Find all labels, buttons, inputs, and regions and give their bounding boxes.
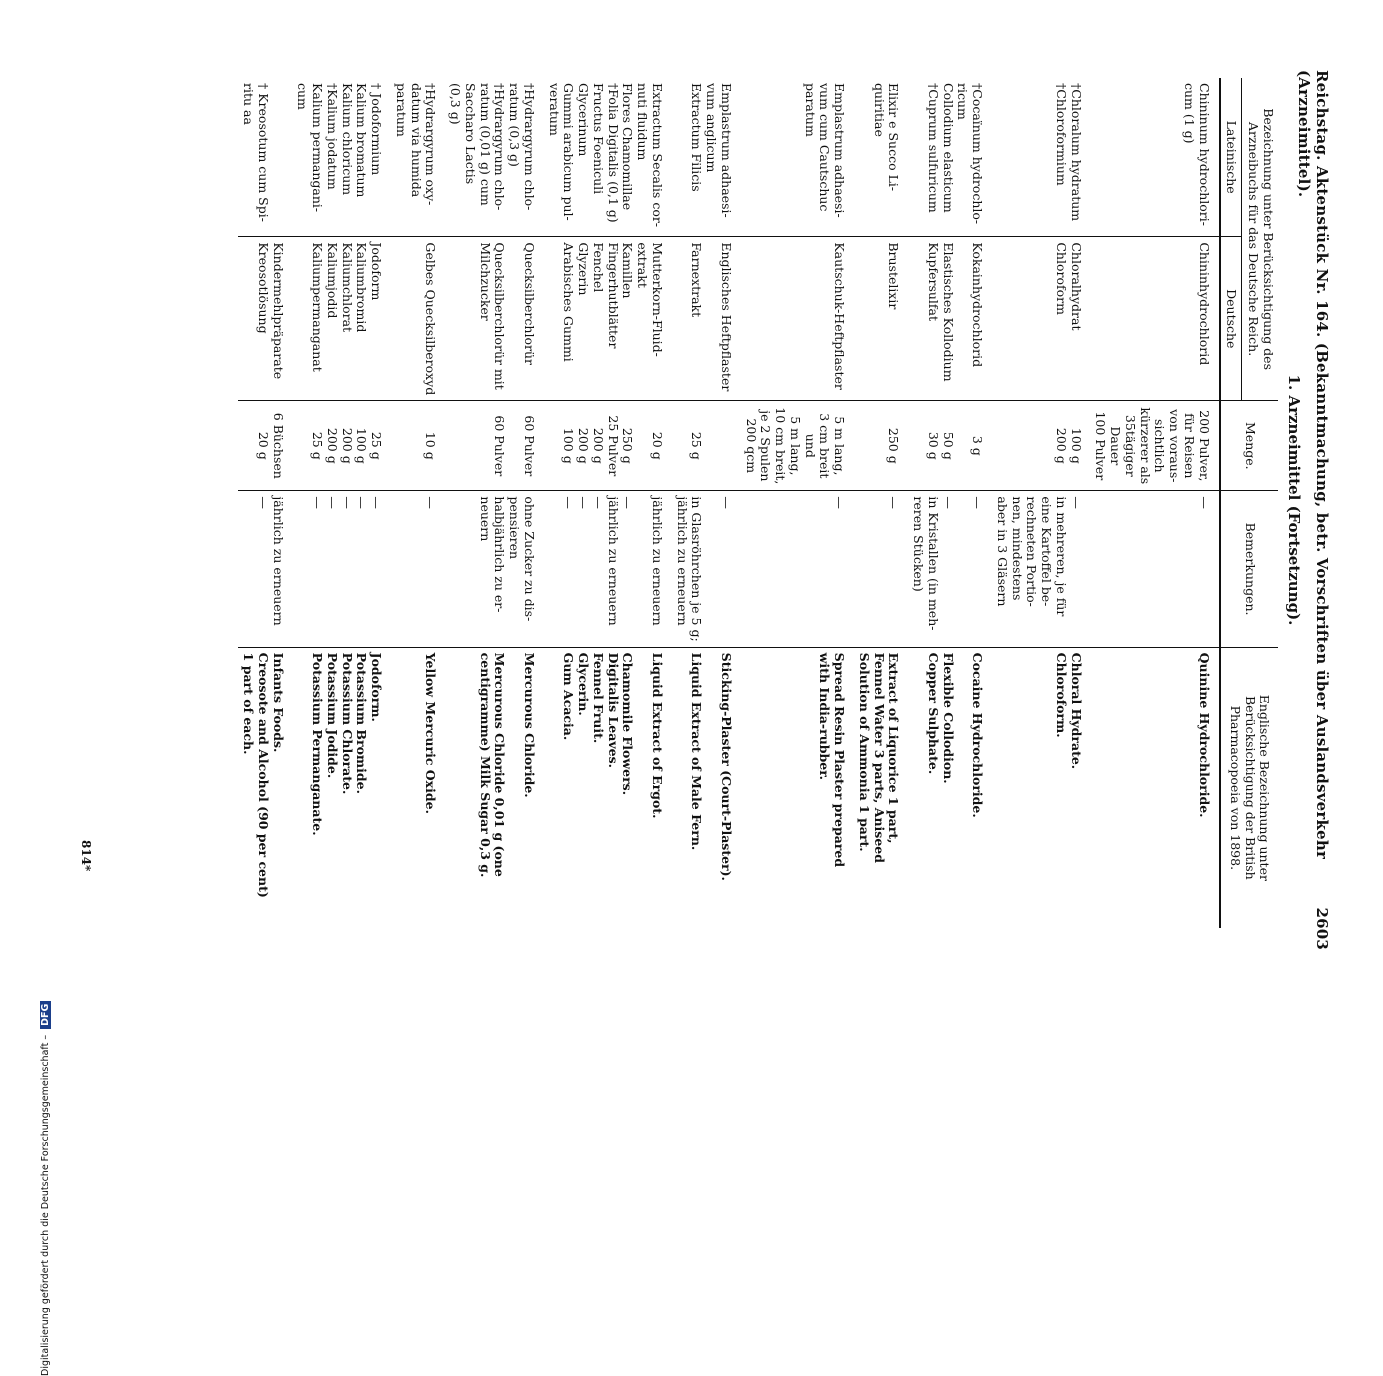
cell-line: cum (1 g): [1182, 83, 1197, 144]
cell-line: Gelbes Quecksilberoxyd: [423, 242, 439, 396]
cell-line: aber in 3 Gläsern: [995, 496, 1010, 607]
cell-line: Kalium bromatum: [354, 83, 370, 198]
cell-line: Mercurous Chloride.: [522, 652, 537, 798]
cell-line: —: [576, 496, 592, 509]
cell-line: Chininhydrochlorid: [1196, 242, 1212, 366]
cell-line: Jodoform.: [369, 652, 385, 722]
cell-latin: [239, 78, 293, 237]
cell-line: 10 cm breit,: [773, 407, 789, 485]
cell-line: Mutterkorn-Fluid-: [650, 242, 665, 357]
cell-line: Englisches Heftpflaster: [719, 242, 734, 392]
cell-line: †Folia Digitalis (0,1 g): [605, 83, 621, 223]
cell-line: Chloroform: [1054, 242, 1069, 315]
section-title: 1. Arzneimittel (Fortsetzung).: [1285, 374, 1303, 626]
cell-line: 100 g: [1068, 427, 1084, 464]
cell-bemerkungen: [909, 491, 993, 647]
cell-menge: [544, 401, 672, 491]
cell-line: Farnextrakt: [689, 242, 705, 318]
cell-bemerkungen: [446, 491, 545, 647]
cell-line: Quecksilberchlorür mit: [492, 242, 508, 390]
cell-line: jährlich zu erneuern: [650, 496, 665, 626]
table-row: [909, 78, 993, 928]
cell-line: Brustelixir: [886, 242, 902, 310]
cell-line: [704, 653, 719, 923]
cell-line: ratum (0,3 g): [507, 83, 523, 167]
cell-line: Potassium Permanganate.: [310, 652, 326, 836]
cell-line: Chininum hydrochlori-: [1196, 83, 1212, 226]
cell-menge: [909, 401, 993, 491]
cell-line: Quecksilberchlorür: [522, 242, 537, 365]
cell-bemerkungen: [672, 491, 741, 647]
cell-line: rechneten Portio-: [1024, 496, 1040, 607]
cell-menge: [391, 401, 445, 491]
cell-line: †Hydrargyrum chlo-: [522, 83, 537, 211]
table-row: [672, 78, 741, 928]
cell-bemerkungen: [1091, 491, 1220, 647]
cell-latin: [992, 78, 1091, 237]
cell-line: [635, 406, 650, 485]
cell-line: neuern: [477, 496, 493, 542]
cell-english: [293, 647, 392, 928]
cell-line: Copper Sulphate.: [926, 652, 941, 775]
cell-german: [293, 237, 392, 401]
cell-line: Jodoform: [369, 242, 385, 301]
header-bezeichnung: Bezeichnung unter Berücksichtigung des Arzneibuchs für das Deutsche Reich.: [1242, 78, 1278, 401]
cell-line: Chloralhydrat: [1068, 242, 1084, 331]
cell-line: nen, mindestens: [1009, 496, 1025, 601]
cell-line: centigramme) Milk Sugar 0,3 g.: [477, 652, 493, 878]
cell-english: [992, 647, 1091, 928]
cell-line: Kupfersulfat: [926, 242, 941, 322]
cell-line: in Glasröhrchen je 5 g;: [689, 496, 705, 642]
cell-line: —: [886, 496, 902, 509]
cell-line: —: [620, 496, 636, 509]
cell-line: Quinine Hydrochloride.: [1196, 652, 1212, 818]
cell-line: Gummi arabicum pul-: [561, 83, 577, 221]
cell-line: veratum: [546, 83, 562, 136]
cell-line: [704, 406, 719, 485]
cell-english: [239, 647, 293, 928]
cell-german: [992, 237, 1091, 401]
table-row: [741, 78, 854, 928]
cell-latin: [391, 78, 445, 237]
cell-line: —: [310, 496, 326, 509]
cell-line: halbjährlich zu er-: [492, 496, 508, 613]
cell-line: ohne Zucker zu dis-: [522, 496, 537, 622]
cell-menge: [854, 401, 908, 491]
cell-line: Kaliumjodid: [325, 242, 340, 319]
cell-english: [741, 647, 854, 928]
cell-line: —: [256, 496, 271, 509]
cell-line: —: [561, 496, 577, 509]
cell-line: 60 Pulver: [522, 415, 537, 477]
cell-line: 250 g: [886, 427, 902, 464]
cell-line: 200 g: [591, 427, 606, 464]
table-row: [239, 78, 293, 928]
cell-line: kürzerer als: [1137, 407, 1153, 485]
cell-line: Flores Chamomillae: [620, 83, 636, 211]
cell-menge: [293, 401, 392, 491]
cell-line: sichtlich: [1152, 419, 1168, 473]
cell-line: nuti fluidum: [635, 83, 651, 161]
cell-line: [704, 242, 719, 395]
cell-menge: [741, 401, 854, 491]
digitization-note: [40, 416, 51, 1376]
table-row: [992, 78, 1091, 928]
cell-english: [391, 647, 445, 928]
cell-line: —: [1068, 496, 1084, 509]
cell-german: [391, 237, 445, 401]
cell-line: †Cuprum sulfuricum: [926, 83, 941, 213]
cell-german: [1091, 237, 1220, 401]
cell-line: —: [423, 496, 439, 509]
cell-line: 3 cm breit: [817, 413, 833, 479]
cell-line: eine Kartoffel be-: [1039, 496, 1055, 607]
cell-english: [672, 647, 741, 928]
cell-line: Kaliumpermanganat: [310, 242, 326, 372]
cell-line: 100 g: [561, 427, 577, 464]
cell-line: jährlich zu erneuern: [605, 496, 621, 626]
cell-menge: [446, 401, 545, 491]
cell-line: 25 g: [369, 431, 385, 460]
cell-line: Milchzucker: [477, 242, 493, 321]
header-englisch: Englische Bezeichnung unter Berücksichtigung der British Pharmacopoeia von 1898.: [1220, 647, 1278, 928]
cell-menge: [992, 401, 1091, 491]
cell-line: 100 Pulver: [1093, 411, 1109, 481]
cell-line: [704, 496, 719, 641]
cell-line: Digitalis Leaves.: [605, 652, 621, 768]
page-number: 814*: [79, 840, 93, 872]
cell-line: Liquid Extract of Male Fern.: [689, 652, 705, 851]
table-row: [854, 78, 908, 928]
cell-line: Cocaine Hydrochloride.: [970, 652, 986, 818]
cell-line: Glyzerin: [576, 242, 592, 296]
cell-line: †Hydrargyrum chlo-: [492, 83, 508, 211]
header-deutsche: Deutsche: [1220, 237, 1242, 401]
cell-line: reren Stücken): [911, 496, 927, 592]
cell-line: 200 g: [576, 427, 592, 464]
cell-line: je 2 Spulen: [758, 410, 774, 482]
cell-line: —: [325, 496, 340, 509]
cell-line: Extractum Filicis: [689, 83, 705, 192]
table-row: [446, 78, 545, 928]
cell-line: Kautschuk-Heftpflaster: [832, 242, 848, 390]
dfg-logo: DFG: [40, 1001, 51, 1029]
cell-line: paratum: [394, 83, 409, 137]
cell-line: 30 g: [926, 431, 941, 460]
cell-line: in mehreren, je für: [1054, 496, 1069, 617]
cell-line: Chamomile Flowers.: [620, 652, 636, 796]
cell-line: datum via humida: [408, 83, 424, 198]
cell-line: vum anglicum: [704, 83, 720, 173]
cell-line: Mercurous Chloride 0,01 g (one: [492, 652, 508, 877]
cell-line: Potassium Jodide.: [325, 652, 340, 779]
cell-line: 200 Pulver,: [1196, 410, 1212, 482]
cell-english: [544, 647, 672, 928]
cell-line: Fingerhutblätter: [605, 242, 621, 349]
cell-bemerkungen: [391, 491, 445, 647]
cell-line: †Chloroformium: [1054, 83, 1069, 186]
cell-line: Fennel Fruit.: [591, 652, 606, 744]
running-head-title: Reichstag. Aktenstück Nr. 164. (Bekanntmachung, betr. Vorschriften über Auslandsverkehr (Arzneimittel).: [1295, 70, 1331, 860]
cell-line: Spread Resin Plaster prepared: [832, 652, 848, 868]
cell-line: cum: [295, 83, 311, 110]
cell-line: with India-rubber.: [817, 652, 833, 781]
cell-line: ratum (0,01 g) cum: [477, 83, 493, 206]
cell-line: Extractum Secalis cor-: [650, 83, 665, 228]
cell-line: 20 g: [256, 431, 271, 460]
cell-line: 100 g: [354, 427, 370, 464]
cell-line: —: [719, 496, 734, 509]
cell-line: Kaliumchlorat: [339, 242, 355, 333]
table-row: [1091, 78, 1220, 928]
cell-line: Fructus Foeniculi: [591, 83, 606, 195]
cell-line: 200 g: [1054, 427, 1069, 464]
cell-latin: [854, 78, 908, 237]
cell-line: ricum: [955, 83, 971, 120]
cell-line: Emplastrum adhaesi-: [832, 83, 848, 218]
cell-line: Chloral Hydrate.: [1068, 652, 1084, 770]
cell-line: 5 m lang,: [832, 416, 848, 476]
cell-line: [718, 406, 733, 485]
cell-line: Infants Foods.: [270, 652, 286, 753]
cell-line: in Kristallen (in meh-: [926, 496, 941, 631]
cell-line: 10 g: [423, 431, 439, 460]
cell-line: für Reisen: [1182, 413, 1197, 479]
cell-english: [446, 647, 545, 928]
cell-line: †Cocaïnum hydrochlo-: [970, 83, 986, 225]
cell-line: [955, 406, 970, 485]
cell-latin: [909, 78, 993, 237]
cell-line: Fenchel: [591, 242, 606, 293]
cell-line: Kindermehlpräparate: [270, 242, 286, 380]
cell-line: —: [832, 496, 848, 509]
cell-line: [507, 242, 522, 395]
cell-line: Potassium Bromide.: [354, 652, 370, 794]
cell-line: Extract of Liquorice 1 part,: [886, 652, 902, 844]
cell-line: Collodium elasticum: [940, 83, 956, 213]
cell-latin: [544, 78, 672, 237]
cell-line: —: [369, 496, 385, 509]
cell-line: 200 g: [339, 427, 355, 464]
cell-line: 60 Pulver: [492, 415, 508, 477]
cell-latin: [741, 78, 854, 237]
cell-line: —: [354, 496, 370, 509]
cell-line: pensieren: [507, 496, 523, 560]
cell-line: †Chloralum hydratum: [1068, 83, 1084, 222]
header-lateinische: Lateinische: [1220, 78, 1242, 237]
cell-line: Chloroform.: [1054, 652, 1069, 738]
cell-line: und: [802, 433, 818, 458]
cell-line: Arabisches Gummi: [561, 242, 577, 362]
cell-latin: [1091, 78, 1220, 237]
medicine-table: [239, 78, 1279, 928]
cell-line: † Kreosotum cum Spi-: [256, 83, 271, 222]
cell-line: Kalium chloricum: [339, 83, 355, 196]
cell-bemerkungen: [992, 491, 1091, 647]
table-row: [391, 78, 445, 928]
cell-line: [270, 83, 285, 231]
cell-line: —: [970, 496, 986, 509]
cell-line: [955, 242, 970, 395]
cell-german: [741, 237, 854, 401]
cell-line: 200 g: [325, 427, 340, 464]
cell-line: 200 qcm: [743, 418, 759, 474]
cell-bemerkungen: [544, 491, 672, 647]
cell-line: Fennel Water 3 parts, Aniseed: [871, 652, 887, 863]
cell-line: Flexible Collodion.: [940, 652, 956, 784]
cell-line: Elastisches Kollodium: [940, 242, 956, 382]
cell-line: 250 g: [620, 427, 636, 464]
table-header-row-1: [1242, 78, 1278, 928]
cell-line: Sticking-Plaster (Court-Plaster).: [719, 652, 734, 881]
cell-german: [239, 237, 293, 401]
cell-english: [854, 647, 908, 928]
cell-line: Elixir e Succo Li-: [886, 83, 902, 192]
cell-line: quiritiae: [871, 83, 887, 137]
cell-line: †Kalium jodatum: [325, 83, 340, 190]
cell-line: extrakt: [635, 242, 651, 288]
cell-menge: [672, 401, 741, 491]
cell-line: jährlich zu erneuern: [674, 496, 690, 626]
cell-line: —: [339, 496, 355, 509]
cell-line: Gum Acacia.: [561, 652, 577, 741]
cell-line: 6 Büchsen: [270, 412, 286, 479]
cell-line: Kokainhydrochlorid: [970, 242, 986, 368]
cell-line: [635, 653, 650, 923]
cell-line: Kreosotlösung: [256, 242, 271, 334]
header-bemerkungen: Bemerkungen.: [1220, 491, 1278, 647]
cell-latin: [672, 78, 741, 237]
cell-line: Yellow Mercuric Oxide.: [423, 652, 439, 814]
cell-german: [909, 237, 993, 401]
cell-latin: [446, 78, 545, 237]
cell-line: Kalium permangani-: [310, 83, 326, 213]
cell-line: Solution of Ammonia 1 part.: [857, 652, 872, 852]
cell-line: [635, 496, 650, 641]
table-body: [239, 78, 1220, 928]
cell-menge: [1091, 401, 1220, 491]
cell-line: [955, 496, 970, 641]
cell-line: 25 g: [310, 431, 326, 460]
cell-line: von voraus-: [1167, 409, 1183, 483]
cell-line: Glycerinum: [576, 83, 592, 157]
cell-line: (0,3 g): [448, 83, 464, 125]
cell-german: [544, 237, 672, 401]
cell-line: ritu aa: [241, 83, 257, 125]
cell-english: [1091, 647, 1220, 928]
cell-line: —: [940, 496, 956, 509]
cell-menge: [239, 401, 293, 491]
cell-line: † Jodoformium: [369, 83, 385, 176]
cell-line: [955, 653, 970, 923]
cell-bemerkungen: [293, 491, 392, 647]
cell-german: [854, 237, 908, 401]
header-menge: Menge.: [1220, 401, 1278, 491]
cell-line: paratum: [802, 83, 818, 137]
cell-line: Dauer: [1108, 426, 1124, 466]
digitization-note-text: Digitalisierung gefördert durch die Deutsche Forschungsgemeinschaft –: [40, 1034, 51, 1376]
cell-line: jährlich zu erneuern: [270, 496, 286, 626]
cell-line: 3 g: [970, 435, 986, 456]
cell-bemerkungen: [741, 491, 854, 647]
cell-line: 5 m lang,: [788, 416, 803, 476]
cell-line: Kamillen: [620, 242, 636, 299]
cell-line: —: [1196, 496, 1212, 509]
cell-bemerkungen: [854, 491, 908, 647]
cell-line: Creosote and Alcohol (90 per cent): [256, 652, 271, 898]
cell-line: 25 Pulver: [605, 415, 621, 477]
cell-line: Kaliumbromid: [354, 242, 370, 333]
cell-line: Glycerin.: [576, 652, 592, 716]
cell-line: Saccharo Lactis: [463, 83, 478, 185]
cell-german: [446, 237, 545, 401]
running-head-page: 2603: [1313, 907, 1331, 950]
cell-line: Emplastrum adhaesi-: [719, 83, 734, 218]
table-row: [293, 78, 392, 928]
cell-line: [507, 406, 522, 485]
cell-line: Potassium Chlorate.: [339, 652, 355, 795]
cell-latin: [293, 78, 392, 237]
cell-line: †Hydrargyrum oxy-: [423, 83, 439, 206]
cell-english: [909, 647, 993, 928]
cell-bemerkungen: [239, 491, 293, 647]
table-row: [544, 78, 672, 928]
cell-line: [507, 653, 522, 923]
cell-line: vum cum Cautschuc: [817, 83, 833, 212]
cell-german: [672, 237, 741, 401]
cell-line: 35tägiger: [1123, 414, 1138, 477]
cell-line: 1 part of each.: [241, 652, 257, 755]
cell-line: 50 g: [940, 431, 956, 460]
cell-line: —: [591, 496, 606, 509]
cell-line: 20 g: [650, 431, 665, 460]
cell-line: Liquid Extract of Ergot.: [650, 652, 665, 819]
cell-line: 25 g: [689, 431, 705, 460]
